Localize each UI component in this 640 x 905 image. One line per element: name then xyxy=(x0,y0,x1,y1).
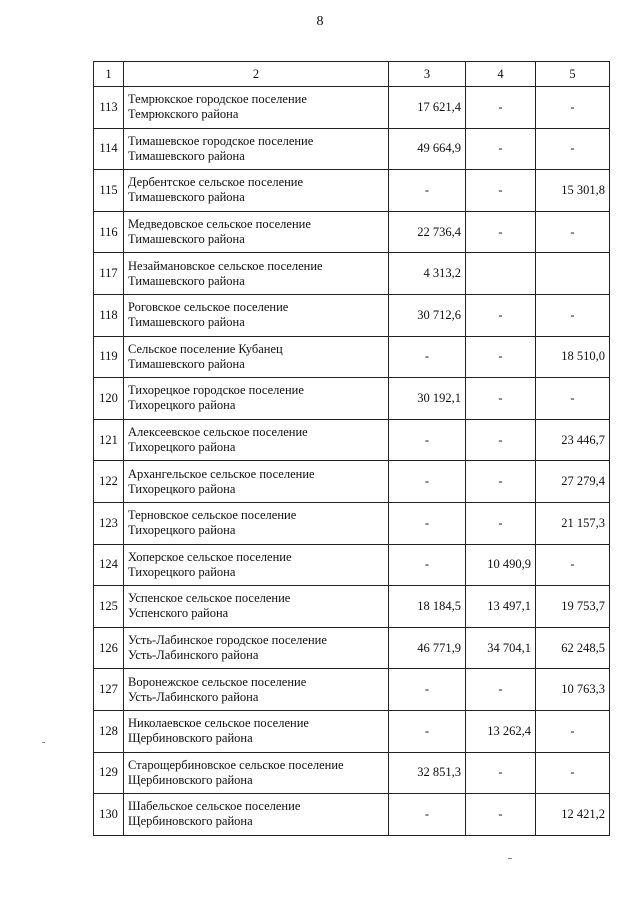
settlement-name-line: Николаевское сельское поселение xyxy=(128,716,309,731)
value-cell-col-3: - xyxy=(389,502,466,544)
value-cell-col-4: - xyxy=(466,419,536,461)
value-cell-col-3: - xyxy=(389,461,466,503)
value-cell-col-3: 32 851,3 xyxy=(389,752,466,794)
value-cell-col-3: 49 664,9 xyxy=(389,128,466,170)
row-number: 130 xyxy=(94,794,124,836)
settlement-name-line: Незаймановское сельское поселение xyxy=(128,258,323,273)
table-row xyxy=(94,586,610,628)
table-row xyxy=(94,419,610,461)
settlement-name-line: Воронежское сельское поселение xyxy=(128,674,307,689)
district-name-line: Тимашевского района xyxy=(128,315,245,330)
row-number: 118 xyxy=(94,294,124,336)
settlement-name-line: Темрюкское городское поселение xyxy=(128,92,307,107)
settlement-name-line: Тихорецкое городское поселение xyxy=(128,383,304,398)
value-cell-col-5: - xyxy=(536,378,610,420)
settlement-name-line: Тимашевское городское поселение xyxy=(128,133,314,148)
value-cell-col-5: 18 510,0 xyxy=(536,336,610,378)
table-row xyxy=(94,378,610,420)
value-cell-col-4: - xyxy=(466,87,536,129)
value-cell-col-5: 10 763,3 xyxy=(536,669,610,711)
row-number: 119 xyxy=(94,336,124,378)
settlement-name-line: Медведовское сельское поселение xyxy=(128,217,311,232)
value-cell-col-4: 34 704,1 xyxy=(466,627,536,669)
value-cell-col-5: 23 446,7 xyxy=(536,419,610,461)
row-number: 114 xyxy=(94,128,124,170)
value-cell-col-3: 22 736,4 xyxy=(389,211,466,253)
value-cell-col-3: 4 313,2 xyxy=(389,253,466,295)
column-header-4: 4 xyxy=(466,62,536,87)
value-cell-col-4: 13 262,4 xyxy=(466,710,536,752)
table-row xyxy=(94,294,610,336)
table-row xyxy=(94,752,610,794)
scan-mark-bottom-right xyxy=(508,858,512,859)
district-name-line: Тимашевского района xyxy=(128,148,245,163)
settlement-name xyxy=(124,128,389,170)
value-cell-col-3: - xyxy=(389,419,466,461)
value-cell-col-4: - xyxy=(466,170,536,212)
table-row xyxy=(94,669,610,711)
district-name-line: Успенского района xyxy=(128,606,229,621)
settlement-name xyxy=(124,794,389,836)
row-number: 124 xyxy=(94,544,124,586)
value-cell-col-4: - xyxy=(466,461,536,503)
table-row xyxy=(94,461,610,503)
table-body xyxy=(94,87,610,836)
row-number: 117 xyxy=(94,253,124,295)
settlement-name xyxy=(124,294,389,336)
table-row xyxy=(94,794,610,836)
value-cell-col-4: - xyxy=(466,794,536,836)
value-cell-col-3: 18 184,5 xyxy=(389,586,466,628)
row-number: 123 xyxy=(94,502,124,544)
page-number: 8 xyxy=(316,14,324,29)
district-name-line: Тихорецкого района xyxy=(128,398,236,413)
table-row xyxy=(94,710,610,752)
district-name-line: Щербиновского района xyxy=(128,772,253,787)
table-row xyxy=(94,627,610,669)
row-number: 120 xyxy=(94,378,124,420)
settlement-name-line: Усть-Лабинское городское поселение xyxy=(128,633,327,648)
value-cell-col-4 xyxy=(466,253,536,295)
district-name-line: Тихорецкого района xyxy=(128,440,236,455)
district-name-line: Тихорецкого района xyxy=(128,564,236,579)
district-name-line: Тимашевского района xyxy=(128,273,245,288)
value-cell-col-5: - xyxy=(536,128,610,170)
row-number: 128 xyxy=(94,710,124,752)
row-number: 129 xyxy=(94,752,124,794)
settlement-name xyxy=(124,627,389,669)
settlement-name-line: Терновское сельское поселение xyxy=(128,508,297,523)
value-cell-col-4: - xyxy=(466,336,536,378)
row-number: 116 xyxy=(94,211,124,253)
value-cell-col-4: - xyxy=(466,669,536,711)
settlement-name-line: Роговское сельское поселение xyxy=(128,300,289,315)
column-header-5: 5 xyxy=(536,62,610,87)
value-cell-col-5: 15 301,8 xyxy=(536,170,610,212)
value-cell-col-3: 46 771,9 xyxy=(389,627,466,669)
value-cell-col-4: - xyxy=(466,502,536,544)
table-row xyxy=(94,253,610,295)
scan-mark-left xyxy=(42,742,45,743)
settlement-name-line: Шабельское сельское поселение xyxy=(128,799,301,814)
district-name-line: Темрюкского района xyxy=(128,107,239,122)
row-number: 126 xyxy=(94,627,124,669)
value-cell-col-5 xyxy=(536,253,610,295)
value-cell-col-5: - xyxy=(536,211,610,253)
value-cell-col-4: - xyxy=(466,294,536,336)
value-cell-col-4: - xyxy=(466,378,536,420)
settlement-name xyxy=(124,586,389,628)
row-number: 125 xyxy=(94,586,124,628)
value-cell-col-5: 27 279,4 xyxy=(536,461,610,503)
district-name-line: Усть-Лабинского района xyxy=(128,648,259,663)
settlement-name-line: Хоперское сельское поселение xyxy=(128,549,292,564)
value-cell-col-3: - xyxy=(389,544,466,586)
settlement-name xyxy=(124,378,389,420)
table-row xyxy=(94,128,610,170)
district-name-line: Тихорецкого района xyxy=(128,523,236,538)
column-header-2: 2 xyxy=(124,62,389,87)
value-cell-col-4: 10 490,9 xyxy=(466,544,536,586)
budget-table xyxy=(93,61,610,836)
value-cell-col-5: - xyxy=(536,710,610,752)
district-name-line: Тимашевского района xyxy=(128,190,245,205)
settlement-name xyxy=(124,461,389,503)
settlement-name xyxy=(124,669,389,711)
value-cell-col-5: 12 421,2 xyxy=(536,794,610,836)
settlement-name xyxy=(124,544,389,586)
settlement-name xyxy=(124,170,389,212)
value-cell-col-4: - xyxy=(466,128,536,170)
settlement-name-line: Успенское сельское поселение xyxy=(128,591,291,606)
settlement-name xyxy=(124,211,389,253)
table-row xyxy=(94,87,610,129)
table-row xyxy=(94,211,610,253)
settlement-name xyxy=(124,752,389,794)
value-cell-col-5: - xyxy=(536,87,610,129)
row-number: 127 xyxy=(94,669,124,711)
row-number: 115 xyxy=(94,170,124,212)
value-cell-col-3: 17 621,4 xyxy=(389,87,466,129)
value-cell-col-5: - xyxy=(536,544,610,586)
table-row xyxy=(94,336,610,378)
row-number: 121 xyxy=(94,419,124,461)
district-name-line: Щербиновского района xyxy=(128,814,253,829)
settlement-name xyxy=(124,710,389,752)
value-cell-col-3: - xyxy=(389,669,466,711)
district-name-line: Усть-Лабинского района xyxy=(128,689,259,704)
settlement-name xyxy=(124,419,389,461)
value-cell-col-4: - xyxy=(466,211,536,253)
settlement-name xyxy=(124,87,389,129)
settlement-name xyxy=(124,253,389,295)
value-cell-col-3: 30 712,6 xyxy=(389,294,466,336)
district-name-line: Щербиновского района xyxy=(128,731,253,746)
value-cell-col-3: 30 192,1 xyxy=(389,378,466,420)
value-cell-col-3: - xyxy=(389,794,466,836)
value-cell-col-3: - xyxy=(389,710,466,752)
district-name-line: Тихорецкого района xyxy=(128,481,236,496)
value-cell-col-5: 62 248,5 xyxy=(536,627,610,669)
header-row xyxy=(94,62,610,87)
value-cell-col-5: 19 753,7 xyxy=(536,586,610,628)
column-header-3: 3 xyxy=(389,62,466,87)
table-row xyxy=(94,544,610,586)
row-number: 122 xyxy=(94,461,124,503)
settlement-name xyxy=(124,502,389,544)
value-cell-col-3: - xyxy=(389,336,466,378)
column-header-1: 1 xyxy=(94,62,124,87)
settlement-name-line: Старощербиновское сельское поселение xyxy=(128,757,344,772)
table-row xyxy=(94,170,610,212)
settlement-name-line: Дербентское сельское поселение xyxy=(128,175,304,190)
value-cell-col-3: - xyxy=(389,170,466,212)
value-cell-col-4: - xyxy=(466,752,536,794)
value-cell-col-4: 13 497,1 xyxy=(466,586,536,628)
settlement-name-line: Архангельское сельское поселение xyxy=(128,466,315,481)
value-cell-col-5: - xyxy=(536,294,610,336)
district-name-line: Тимашевского района xyxy=(128,356,245,371)
settlement-name-line: Сельское поселение Кубанец xyxy=(128,341,283,356)
district-name-line: Тимашевского района xyxy=(128,232,245,247)
value-cell-col-5: - xyxy=(536,752,610,794)
table-row xyxy=(94,502,610,544)
settlement-name-line: Алексеевское сельское поселение xyxy=(128,425,308,440)
row-number: 113 xyxy=(94,87,124,129)
value-cell-col-5: 21 157,3 xyxy=(536,502,610,544)
settlement-name xyxy=(124,336,389,378)
